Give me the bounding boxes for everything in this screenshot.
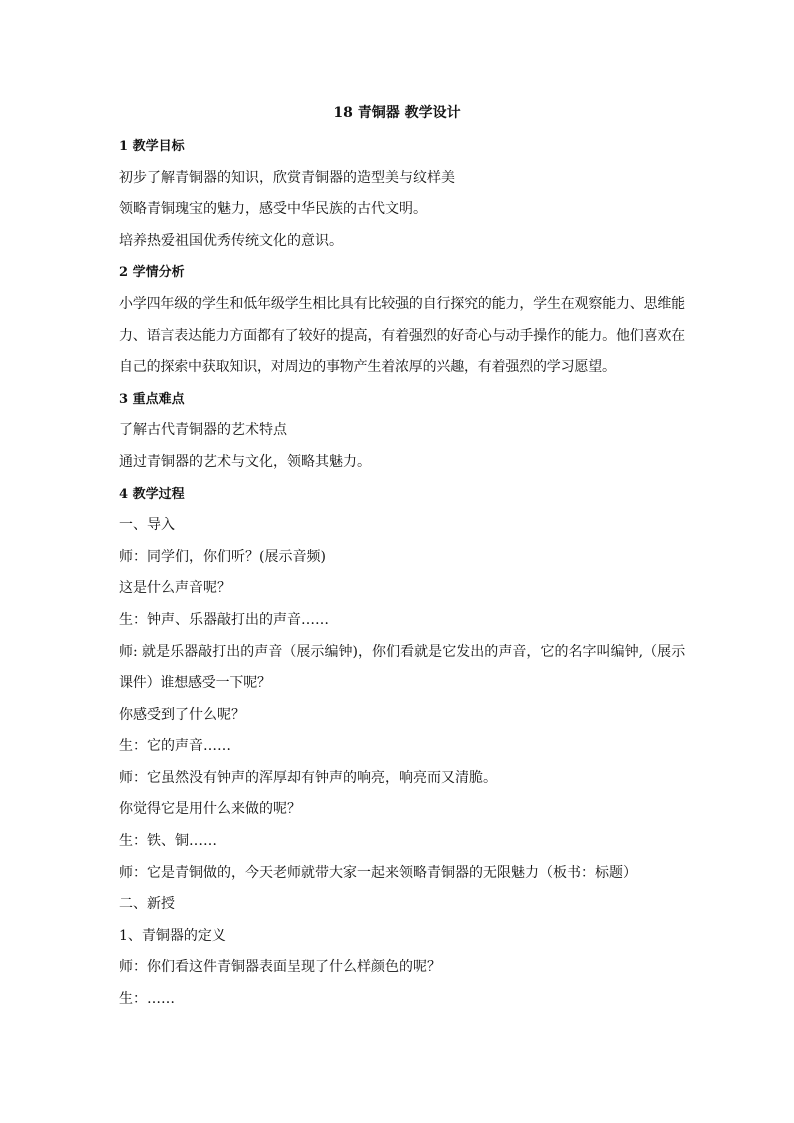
- key-point-line: 了解古代青铜器的艺术特点: [119, 422, 287, 439]
- process-subheading: 1、青铜器的定义: [119, 927, 226, 944]
- section-heading-key-points: 3 重点难点: [119, 391, 185, 407]
- section-heading-objectives: 1 教学目标: [119, 139, 185, 154]
- analysis-paragraph: 小学四年级的学生和低年级学生相比具有比较强的自行探究的能力，学生在观察能力、思维能力、语言表达能力方面都有了较好的提高，有着强烈的好奇心与动手操作的能力。他们喜欢在自己的探索中获取知识，对周边的事物产生着浓厚的兴趣，有着强烈的学习愿望。: [119, 295, 685, 376]
- section-heading-analysis: 2 学情分析: [119, 265, 185, 281]
- dialogue-line: 这是什么声音呢？: [119, 580, 231, 597]
- objective-line: 初步了解青铜器的知识，欣赏青铜器的造型美与纹样美: [119, 169, 455, 186]
- dialogue-line: 师：同学们，你们听？(展示音频): [119, 548, 326, 565]
- dialogue-line: 师：它虽然没有钟声的浑厚却有钟声的响亮，响亮而又清脆。: [119, 769, 497, 786]
- dialogue-line: 师：你们看这件青铜器表面呈现了什么样颜色的呢？: [119, 959, 441, 976]
- dialogue-line: 生：它的声音……: [119, 738, 231, 755]
- process-subheading: 一、导入: [119, 517, 175, 534]
- dialogue-paragraph: 师: 就是乐器敲打出的声音（展示编钟)，你们看就是它发出的声音，它的名字叫编钟,（展示课件）谁想感受一下呢？: [119, 643, 685, 692]
- dialogue-line: 你觉得它是用什么来做的呢？: [119, 801, 301, 818]
- section-heading-process: 4 教学过程: [119, 486, 185, 502]
- dialogue-line: 生：铁、铜……: [119, 833, 217, 850]
- document-title: 18 青铜器 教学设计: [333, 105, 461, 121]
- process-subheading: 二、新授: [119, 896, 175, 913]
- document-body: [119, 131, 685, 1016]
- key-point-line: 通过青铜器的艺术与文化，领略其魅力。: [119, 453, 371, 470]
- objective-line: 培养热爱祖国优秀传统文化的意识。: [119, 232, 343, 249]
- dialogue-line: 生：钟声、乐器敲打出的声音……: [119, 611, 329, 628]
- objective-line: 领略青铜瑰宝的魅力，感受中华民族的古代文明。: [119, 201, 427, 218]
- dialogue-line: 生：……: [119, 991, 175, 1008]
- dialogue-line: 你感受到了什么呢？: [119, 706, 245, 723]
- dialogue-line: 师：它是青铜做的，今天老师就带大家一起来领略青铜器的无限魅力（板书：标题）: [119, 864, 637, 881]
